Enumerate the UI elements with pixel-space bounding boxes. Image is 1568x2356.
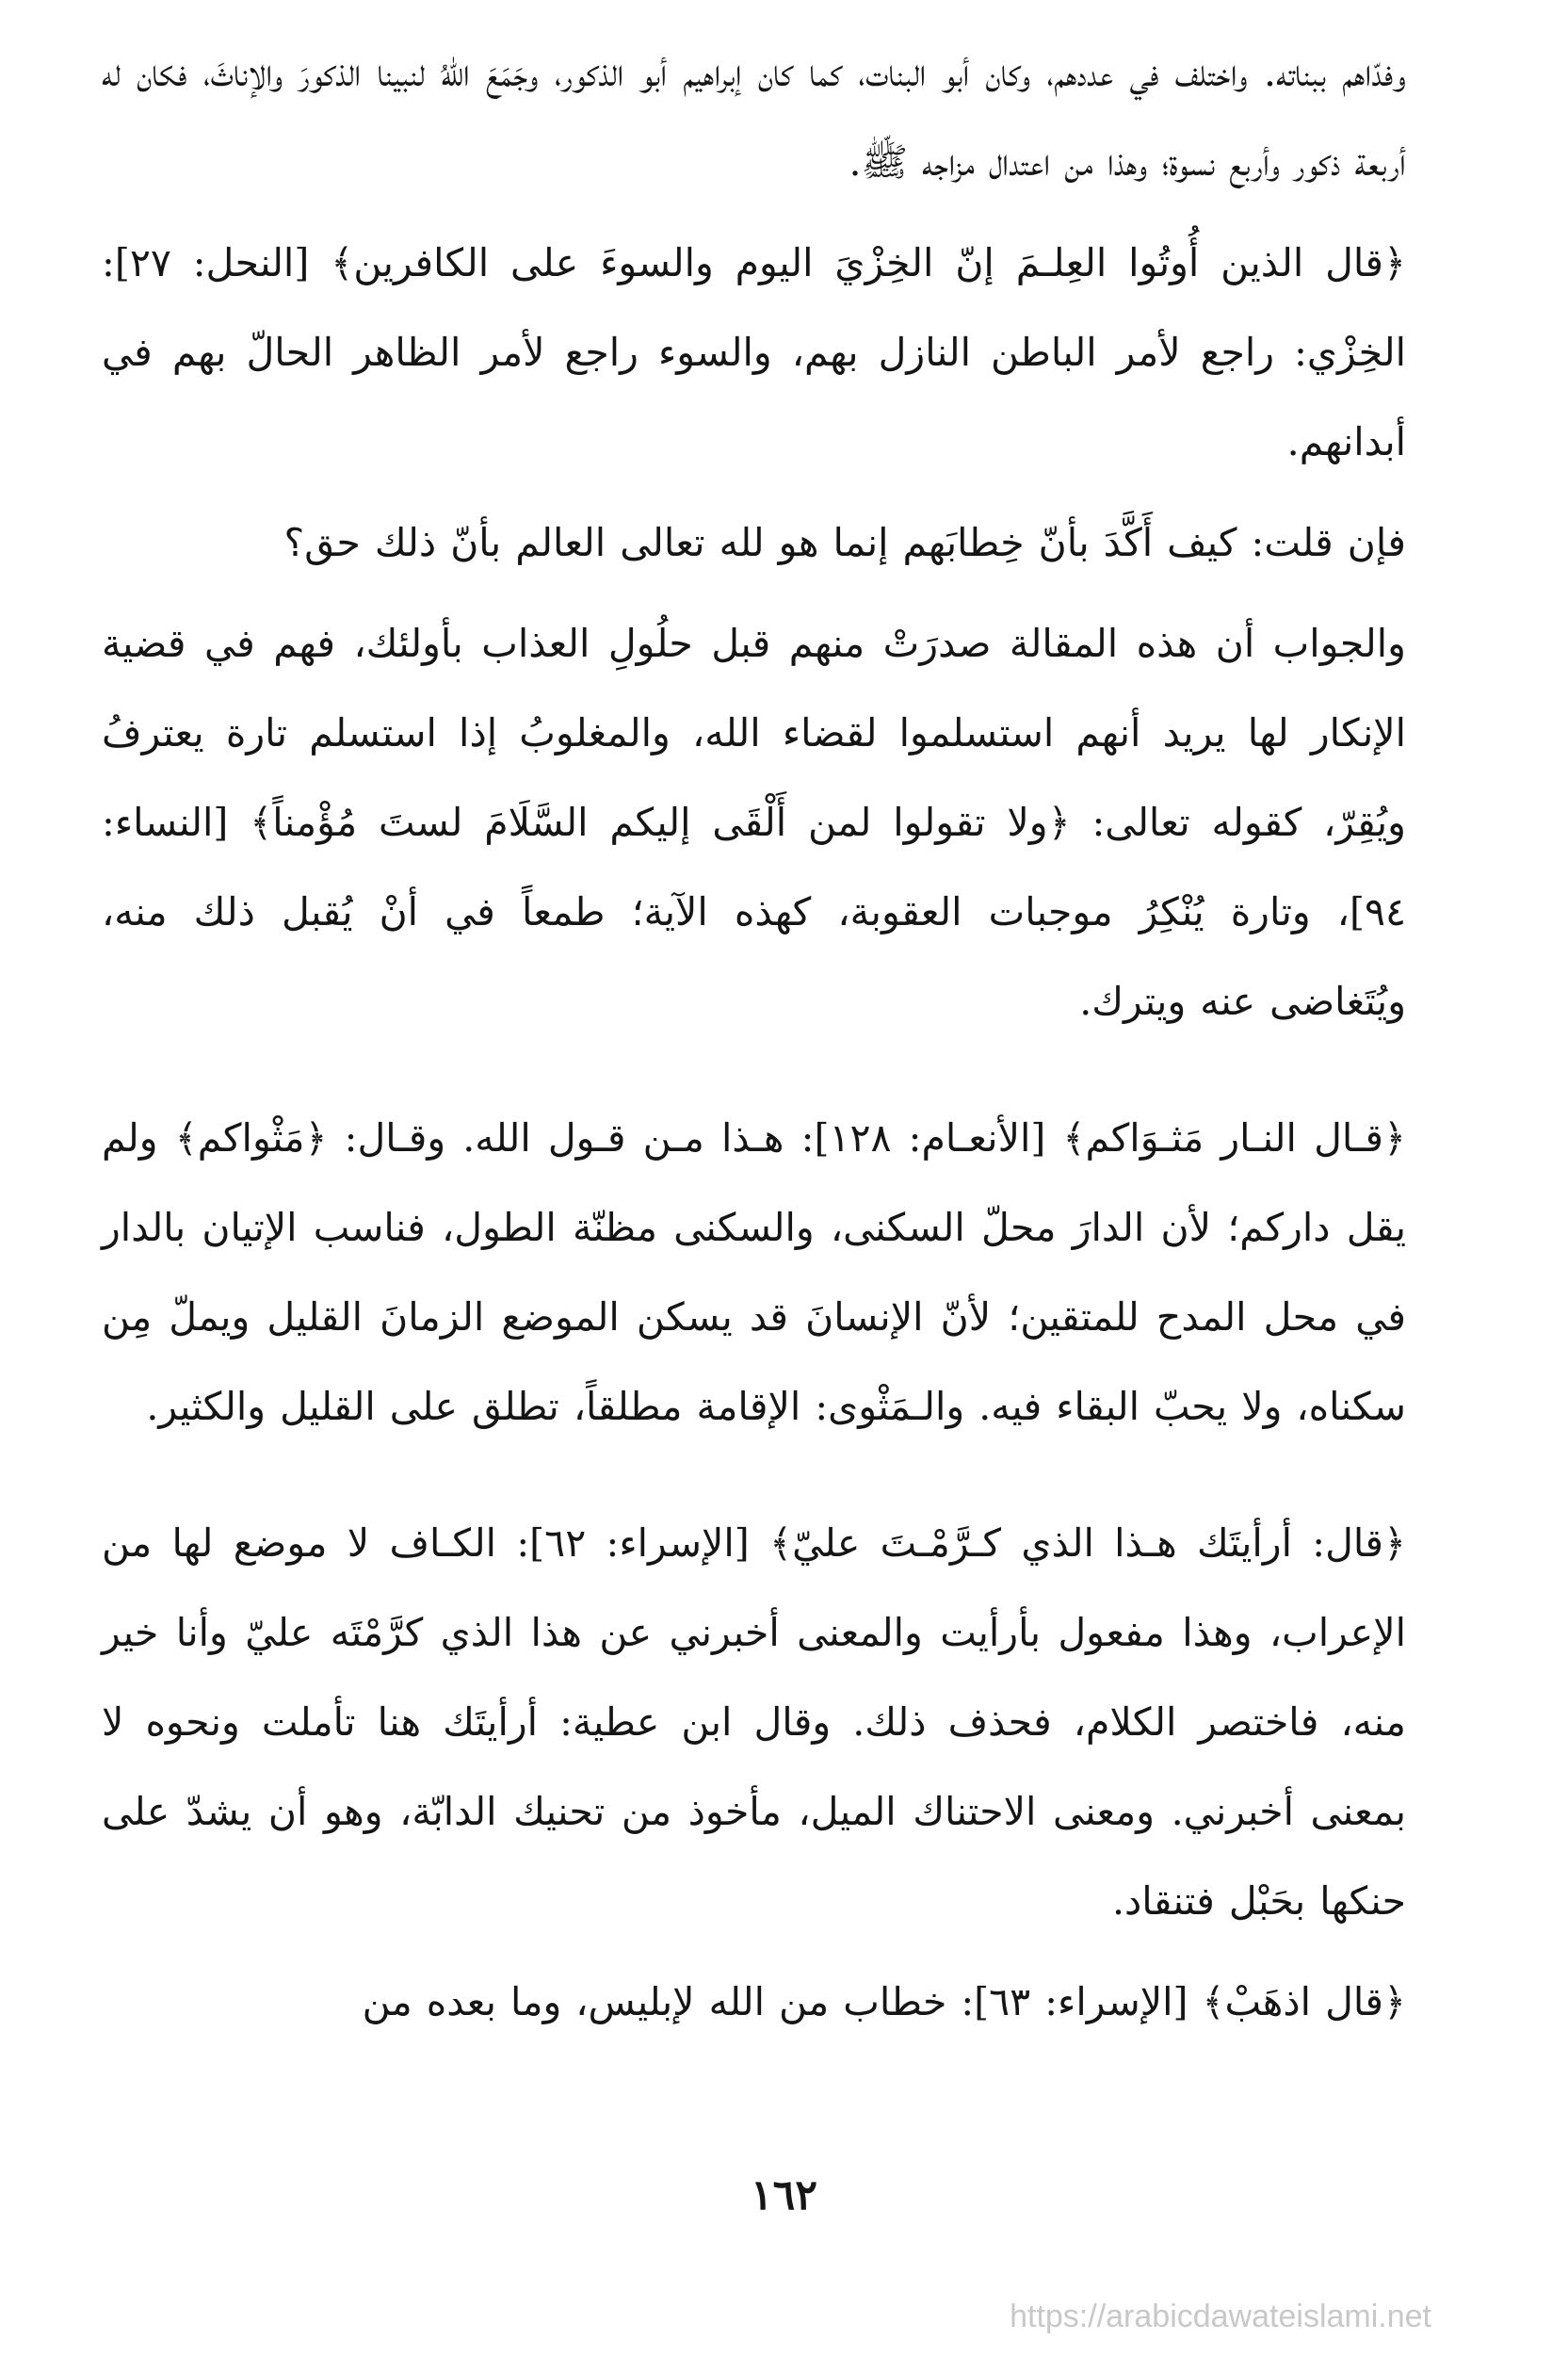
paragraph-gap [102,487,1406,498]
paragraph-2: ﴿قال الذين أُوتُوا العِلـمَ إنّ الخِزْيَ اليوم والسوءَ على الكافرين﴾ [النحل: ٢٧]: الخِزْي: راجع لأمر الباطن النازل بهم، والسوء راجع لأمر الظاهر الحالّ بهم في أبدانهم. [102,240,1406,464]
page-number: ١٦٢ [751,2171,817,2219]
paragraph-gap [102,207,1406,219]
watermark-url: https://arabicdawateislami.net [1010,2299,1431,2334]
paragraph-4: والجواب أن هذه المقالة صدرَتْ منهم قبل حلُولِ العذاب بأولئك، فهم في قضية الإنكار لها يريد أنهم استسلموا لقضاء الله، والمغلوبُ إذا استسلم تارة يعترفُ ويُقِرّ، كقوله تعالى: ﴿ولا تقولوا لمن أَلْقَى إليكم السَّلَامَ لستَ مُؤْمناً﴾ [النساء: ٩٤]، وتارة يُنْكِرُ موجبات العقوبة، كهذه الآية؛ طمعاً في أنْ يُقبل ذلك منه، ويُتَغاضى عنه ويترك. [102,621,1406,1024]
paragraph-1: وفدّاهم ببناته. واختلف في عددهم، وكان أبو البنات، كما كان إبراهيم أبو الذكور، وجَمَعَ اللهُ لنبينا الذكورَ والإناثَ، فكان له أربعة ذكور وأربع نسوة؛ وهذا من اعتدال مزاجه ﷺ. [102,50,1406,185]
paragraph-gap [102,588,1406,599]
paragraph-5: ﴿قـال النـار مَثـوَاكم﴾ [الأنعـام: ١٢٨]: هـذا مـن قـول الله. وقـال: ﴿مَثْواكم﴾ ولم يقل داركم؛ لأن الدارَ محلّ السكنى، والسكنى مظنّة الطول، فناسب الإتيان بالدار في محل المدح للمتقين؛ لأنّ الإنسانَ قد يسكن الموضع الزمانَ القليل ويملّ مِن سكناه، ولا يحبّ البقاء فيه. والـمَثْوى: الإقامة مطلقاً، تطلق على القليل والكثير. [102,1115,1406,1429]
paragraph-gap [102,1452,1406,1499]
paragraph-gap [102,1946,1406,1958]
paragraph-6: ﴿قال: أرأيتَك هـذا الذي كـرَّمْـتَ عليّ﴾ [الإسراء: ٦٢]: الكـاف لا موضع لها من الإعراب، وهذا مفعول بأرأيت والمعنى أخبرني عن هذا الذي كرَّمْتَه عليّ وأنا خير منه، فاختصر الكلام، فحذف ذلك. وقال ابن عطية: أرأيتَك هنا تأملت ونحوه لا بمعنى أخبرني. ومعنى الاحتناك الميل، مأخوذ من تحنيك الدابّة، وهو أن يشدّ على حنكها بحَبْل فتنقاد. [102,1520,1406,1924]
paragraph-3: فإن قلت: كيف أَكَّدَ بأنّ خِطابَهم إنما هو لله تعالى العالم بأنّ ذلك حق؟ [283,520,1406,565]
page-body [102,28,1406,2047]
paragraph-7: ﴿قال اذهَبْ﴾ [الإسراء: ٦٣]: خطاب من الله لإبليس، وما بعده من [362,1979,1406,2024]
paragraph-gap [102,1047,1406,1094]
